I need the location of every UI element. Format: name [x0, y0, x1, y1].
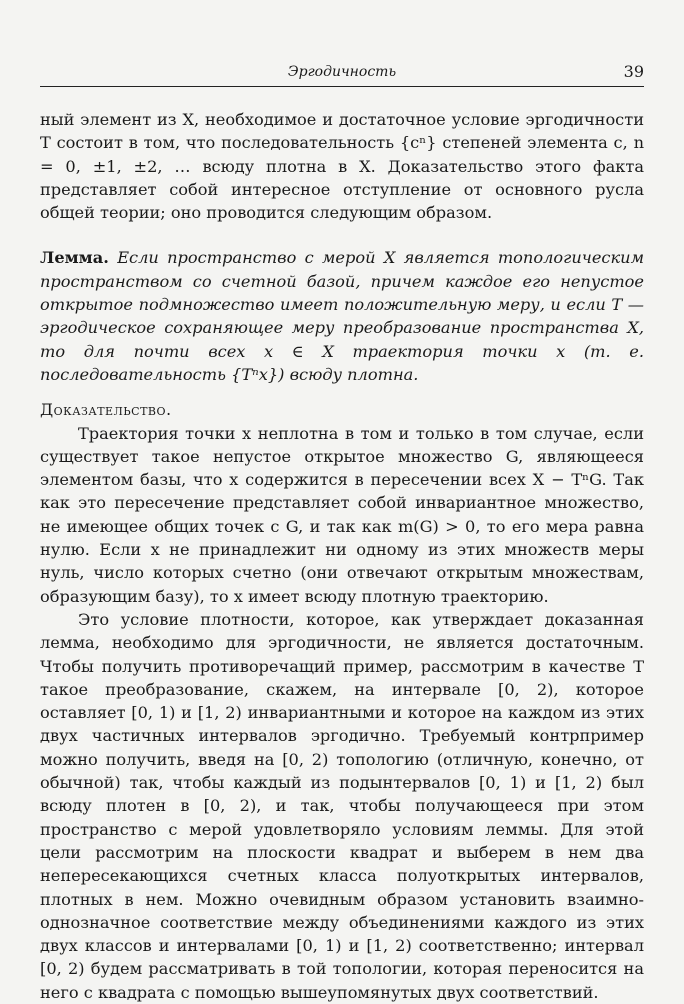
page-header	[40, 62, 644, 87]
page-body	[40, 108, 644, 1004]
lemma-title: Лемма.	[40, 248, 109, 268]
discussion-paragraph: Это условие плотности, которое, как утверждает доказанная лемма, необходимо для эргодичности, не является достаточным. Чтобы получить противоречащий пример, рассмотрим в качестве T такое преобразование, скажем, на интервале [0, 2), которое оставляет [0, 1) и [1, 2) инвариантными и которое на каждом из этих двух частичных интервалов эргодично. Требуемый контрпример можно получить, введя на [0, 2) топологию (отличную, конечно, от обычной) так, чтобы каждый из подынтервалов [0, 1) и [1, 2) был всюду плотен в [0, 2), и так, чтобы получающееся при этом пространство с мерой удовлетворяло условиям леммы. Для этой цели рассмотрим на плоскости квадрат и выберем в нем два непересекающихся счетных класса полуоткрытых интервалов, плотных в нем. Можно очевидным образом установить взаимно-однозначное соответствие между объединениями каждого из этих двух классов и интервалами [0, 1) и [1, 2) соответственно; интервал [0, 2) будем рассматривать в той топологии, которая переносится на него с квадрата с помощью вышеупомянутых двух соответствий.	[40, 609, 644, 1002]
page-number: 39	[623, 62, 644, 81]
lemma-block	[40, 246, 644, 386]
lemma-text: Если пространство с мерой X является топологическим пространством со счетной базой, причем каждое его непустое открытое подмножество имеет положительную меру, и если T — эргодическое сохраняющее меру преобразование пространства X, то для почти всех x ∈ X траектория точки x (т. е. последовательность {Tⁿx}) всюду плотна.	[40, 248, 644, 384]
running-title: Эргодичность	[287, 64, 397, 80]
proof-paragraph: Траектория точки x неплотна в том и только в том случае, если существует такое непустое открытое множество G, являющееся элементом базы, что x содержится в пересечении всех X − TⁿG. Так как это пересечение представляет собой инвариантное множество, не имеющее общих точек с G, и так как m(G) > 0, то его мера равна нулю. Если x не принадлежит ни одному из этих множеств меры нуль, число которых счетно (они отвечают открытым множествам, образующим базу), то x имеет всюду плотную траекторию.	[40, 423, 644, 606]
proof-heading: Доказательство.	[40, 400, 172, 420]
paragraph-continuation: ный элемент из X, необходимое и достаточное условие эргодичности T состоит в том, что последовательность {cⁿ} степеней элемента c, n = 0, ±1, ±2, … всюду плотна в X. Доказательство этого факта представляет собой интересное отступление от основного русла общей теории; оно проводится следующим образом.	[40, 110, 644, 223]
